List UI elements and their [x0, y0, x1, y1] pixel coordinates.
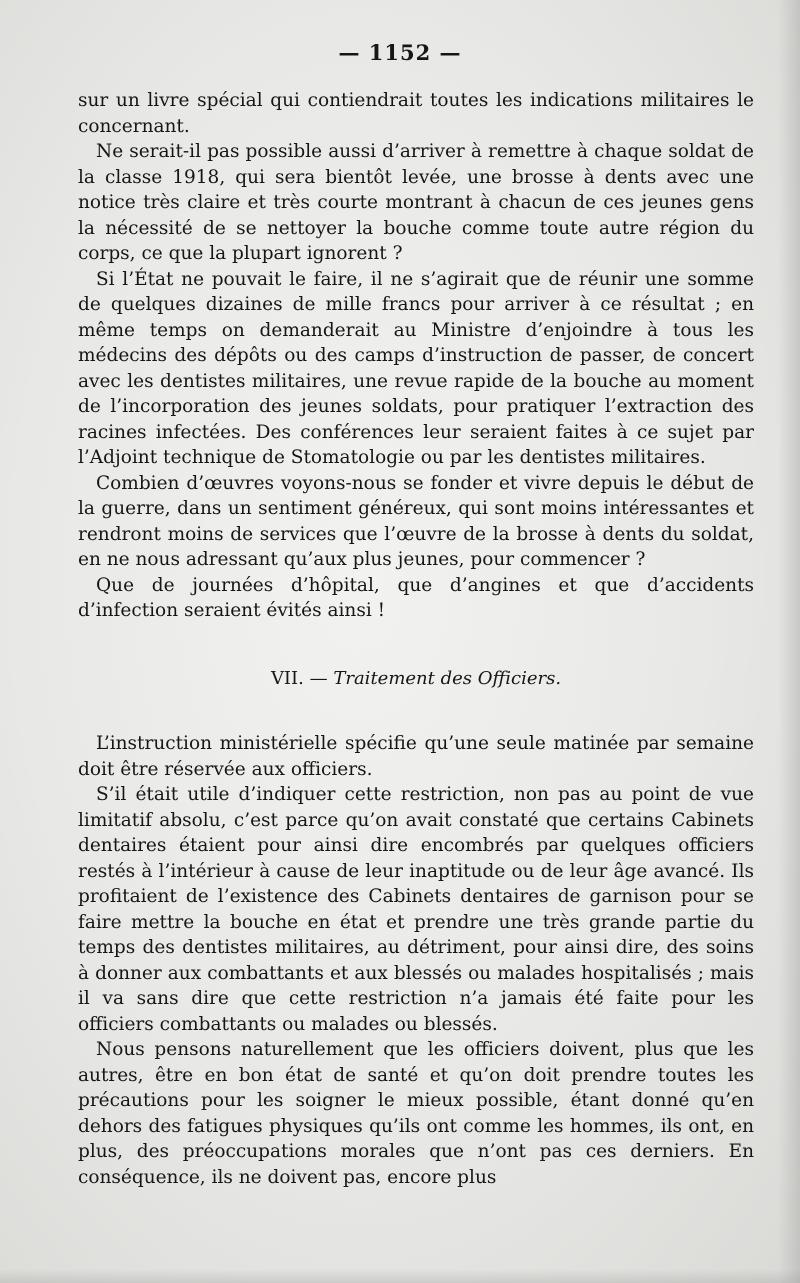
scan-shadow-right: [778, 0, 800, 1283]
paragraph: S’il était utile d’indiquer cette restriction, non pas au point de vue limitatif absolu, c’est parce qu’on avait constaté que certains Cabinets dentaires étaient pour ainsi dire encombrés par quelques officiers restés à l’intérieur à cause de leur inaptitude ou de leur âge avancé. Ils profitaient de l’existence des Cabinets dentaires de garnison pour se faire mettre la bouche en état et prendre une très grande partie du temps des dentistes militaires, au détriment, pour ainsi dire, des soins à donner aux combattants et aux blessés ou malades hospitalisés ; mais il va sans dire que cette restriction n’a jamais été faite pour les officiers combattants ou malades ou blessés.: [78, 784, 754, 1035]
section-heading: [78, 666, 754, 692]
paragraph: L’instruction ministérielle spécifie qu’une seule matinée par semaine doit être réservée aux officiers.: [78, 733, 754, 780]
section-number: VII. —: [270, 667, 328, 689]
scan-shadow-bottom: [0, 1269, 800, 1283]
paragraph: Nous pensons naturellement que les officiers doivent, plus que les autres, être en bon état de santé et qu’on doit prendre toutes les précautions pour les soigner le mieux possible, étant donné qu’en dehors des fatigues physiques qu’ils ont comme les hommes, ils ont, en plus, des préoccupations morales que n’ont pas ces derniers. En conséquence, ils ne doivent pas, encore plus: [78, 1039, 754, 1188]
paragraph: Si l’État ne pouvait le faire, il ne s’agirait que de réunir une somme de quelques dizaines de mille francs pour arriver à ce résultat ; en même temps on demanderait au Ministre d’enjoindre à tous les médecins des dépôts ou des camps d’instruction de passer, de concert avec les dentistes militaires, une revue rapide de la bouche au moment de l’incorporation des jeunes soldats, pour pratiquer l’extraction des racines infectées. Des conférences leur seraient faites à ce sujet par l’Adjoint technique de Stomatologie ou par les dentistes militaires.: [78, 268, 754, 468]
page-number: — 1152 —: [338, 40, 462, 65]
page-body: [78, 88, 754, 1190]
paragraph: Que de journées d’hôpital, que d’angines et que d’accidents d’infection seraient évités ainsi !: [78, 574, 754, 621]
section-title: Traitement des Officiers.: [333, 667, 562, 689]
paragraph-continuation: sur un livre spécial qui contiendrait toutes les indications militaires le concernant.: [78, 90, 754, 137]
paragraph: Ne serait-il pas possible aussi d’arriver à remettre à chaque soldat de la classe 1918, qui sera bientôt levée, une brosse à dents avec une notice très claire et très courte montrant à chacun de ces jeunes gens la nécessité de se nettoyer la bouche comme toute autre région du corps, ce que la plupart ignorent ?: [78, 141, 754, 264]
paragraph: Combien d’œuvres voyons-nous se fonder et vivre depuis le début de la guerre, dans un sentiment généreux, qui sont moins intéressantes et rendront moins de services que l’œuvre de la brosse à dents du soldat, en ne nous adressant qu’aux plus jeunes, pour commencer ?: [78, 472, 754, 570]
